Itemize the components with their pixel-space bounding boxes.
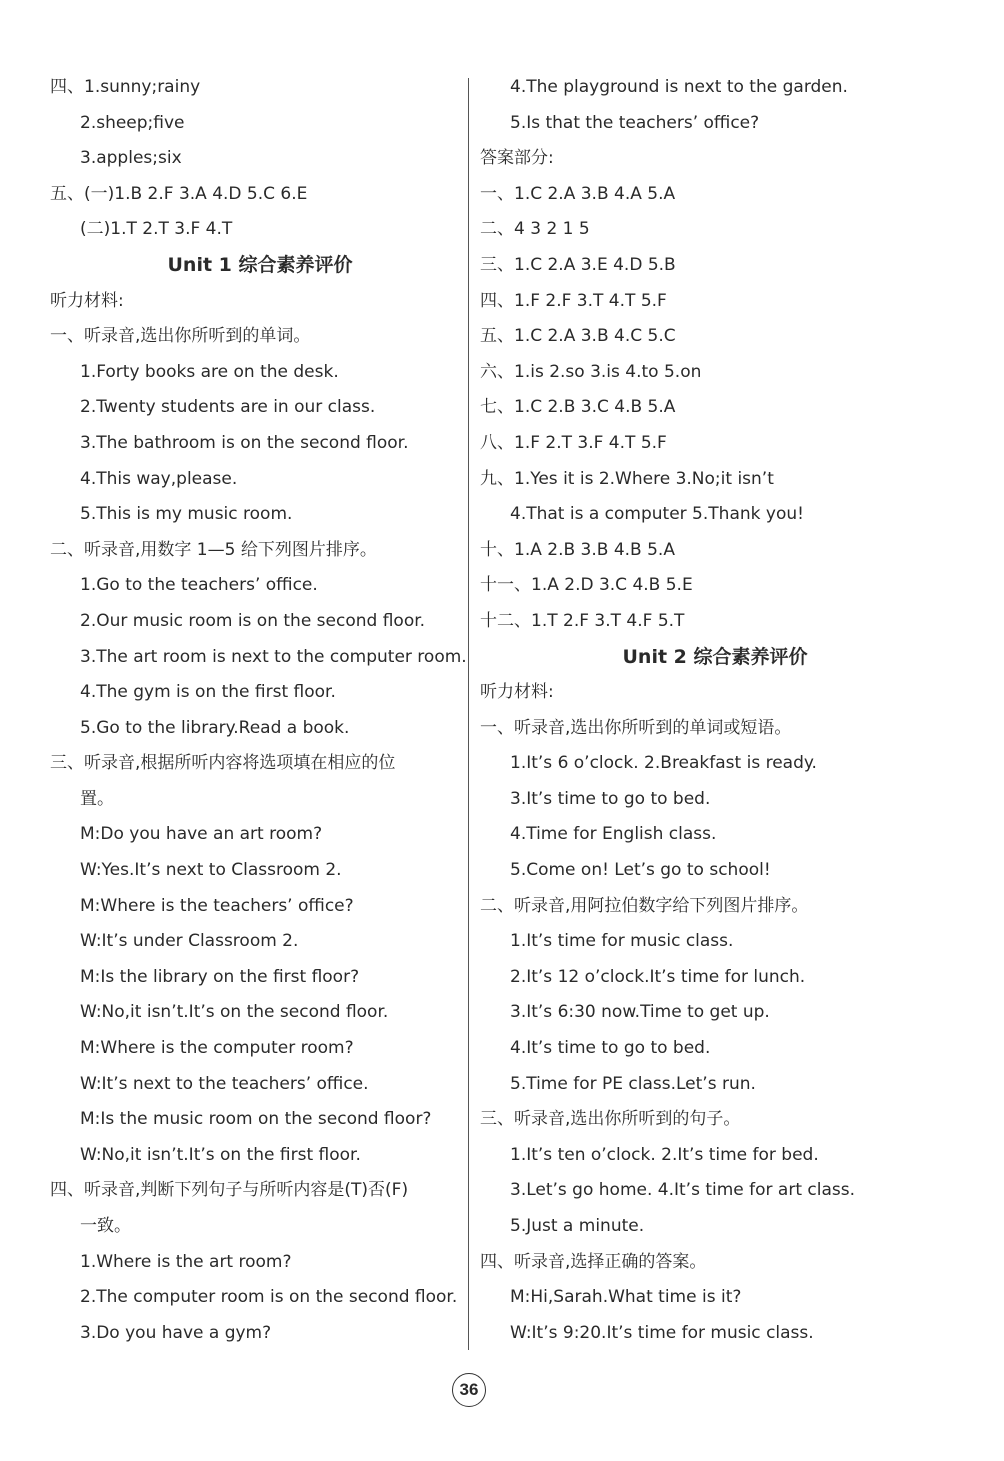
text-line: 一、1.C 2.A 3.B 4.A 5.A <box>480 183 676 204</box>
text-line: 一致。 <box>80 1216 131 1236</box>
text-line: 1.Where is the art room? <box>80 1251 292 1272</box>
text-line: 5.This is my music room. <box>80 504 293 525</box>
text-line: 十一、1.A 2.D 3.C 4.B 5.E <box>480 575 693 596</box>
text-line: W:No,it isn’t.It’s on the first floor. <box>80 1144 361 1165</box>
column-divider <box>468 78 469 1350</box>
text-line: 三、1.C 2.A 3.E 4.D 5.B <box>480 254 676 275</box>
text-line: 4.The playground is next to the garden. <box>510 77 848 97</box>
text-line: 二、听录音,用数字 1—5 给下列图片排序。 <box>50 539 377 560</box>
text-line: 2.Our music room is on the second floor. <box>80 610 426 631</box>
text-line: 二、听录音,用阿拉伯数字给下列图片排序。 <box>480 895 809 916</box>
text-line: M:Is the library on the first floor? <box>80 966 360 987</box>
text-line: W:It’s 9:20.It’s time for music class. <box>510 1322 814 1343</box>
text-line: 听力材料: <box>480 682 554 703</box>
text-line: 1.Forty books are on the desk. <box>80 361 339 382</box>
text-line: 七、1.C 2.B 3.C 4.B 5.A <box>480 397 676 418</box>
text-line: 3.The bathroom is on the second floor. <box>80 432 409 453</box>
text-line: M:Hi,Sarah.What time is it? <box>510 1287 742 1308</box>
text-line: M:Is the music room on the second floor? <box>80 1109 432 1130</box>
text-line: 5.Just a minute. <box>510 1216 645 1236</box>
text-line: 3.It’s 6:30 now.Time to get up. <box>510 1002 770 1023</box>
text-line: W:Yes.It’s next to Classroom 2. <box>80 860 342 881</box>
text-line: 四、听录音,判断下列句子与所听内容是(T)否(F) <box>50 1180 409 1201</box>
section-heading: Unit 1 综合素养评价 <box>167 253 353 276</box>
text-line: 置。 <box>80 788 114 809</box>
text-line: 二、4 3 2 1 5 <box>480 219 590 240</box>
text-line: 2.Twenty students are in our class. <box>80 397 376 418</box>
text-line: 1.Go to the teachers’ office. <box>80 575 318 596</box>
text-line: 5.Come on! Let’s go to school! <box>510 860 771 881</box>
left-column <box>50 70 470 1351</box>
text-line: 3.The art room is next to the computer room. <box>80 646 467 667</box>
text-line: 2.The computer room is on the second floor. <box>80 1287 458 1308</box>
text-line: 5.Is that the teachers’ office? <box>510 112 760 133</box>
text-line: W:No,it isn’t.It’s on the second floor. <box>80 1002 389 1023</box>
text-line: 五、(一)1.B 2.F 3.A 4.D 5.C 6.E <box>50 183 308 204</box>
text-line: 听力材料: <box>50 290 124 311</box>
text-line: 五、1.C 2.A 3.B 4.C 5.C <box>480 326 676 347</box>
text-line: 2.It’s 12 o’clock.It’s time for lunch. <box>510 966 806 987</box>
text-line: 4.The gym is on the first floor. <box>80 682 336 703</box>
text-line: W:It’s under Classroom 2. <box>80 931 299 952</box>
text-line: M:Where is the teachers’ office? <box>80 895 354 916</box>
text-line: W:It’s next to the teachers’ office. <box>80 1073 369 1094</box>
text-line: M:Where is the computer room? <box>80 1038 354 1059</box>
text-line: 四、听录音,选择正确的答案。 <box>480 1251 707 1272</box>
text-line: (二)1.T 2.T 3.F 4.T <box>80 219 233 240</box>
text-line: 1.It’s time for music class. <box>510 931 734 952</box>
page-number: 36 <box>452 1373 486 1407</box>
text-line: 4.It’s time to go to bed. <box>510 1038 711 1059</box>
text-line: 一、听录音,选出你所听到的单词。 <box>50 326 311 347</box>
text-line: 四、1.sunny;rainy <box>50 77 201 97</box>
text-line: 三、听录音,选出你所听到的句子。 <box>480 1109 741 1130</box>
text-line: 4.Time for English class. <box>510 824 717 845</box>
text-line: 六、1.is 2.so 3.is 4.to 5.on <box>480 361 702 382</box>
text-line: 1.It’s ten o’clock. 2.It’s time for bed. <box>510 1144 819 1165</box>
text-line: 九、1.Yes it is 2.Where 3.No;it isn’t <box>480 468 774 489</box>
text-line: 4.That is a computer 5.Thank you! <box>510 504 804 525</box>
text-line: 5.Time for PE class.Let’s run. <box>510 1073 756 1094</box>
text-line: 3.Let’s go home. 4.It’s time for art class. <box>510 1180 856 1201</box>
text-line: M:Do you have an art room? <box>80 824 323 845</box>
text-line: 四、1.F 2.F 3.T 4.T 5.F <box>480 290 667 311</box>
right-column <box>480 70 950 1351</box>
text-line: 一、听录音,选出你所听到的单词或短语。 <box>480 717 792 738</box>
section-heading: Unit 2 综合素养评价 <box>622 645 808 668</box>
text-line: 5.Go to the library.Read a book. <box>80 717 350 738</box>
text-line: 3.apples;six <box>80 148 182 169</box>
text-line: 2.sheep;five <box>80 112 185 133</box>
text-line: 3.Do you have a gym? <box>80 1322 272 1343</box>
text-line: 十、1.A 2.B 3.B 4.B 5.A <box>480 539 675 560</box>
text-line: 4.This way,please. <box>80 468 238 489</box>
text-line: 八、1.F 2.T 3.F 4.T 5.F <box>480 432 667 453</box>
text-line: 三、听录音,根据所听内容将选项填在相应的位 <box>50 753 396 774</box>
text-line: 十二、1.T 2.F 3.T 4.F 5.T <box>480 610 685 631</box>
text-line: 3.It’s time to go to bed. <box>510 788 711 809</box>
text-line: 答案部分: <box>480 148 554 169</box>
text-line: 1.It’s 6 o’clock. 2.Breakfast is ready. <box>510 753 817 774</box>
